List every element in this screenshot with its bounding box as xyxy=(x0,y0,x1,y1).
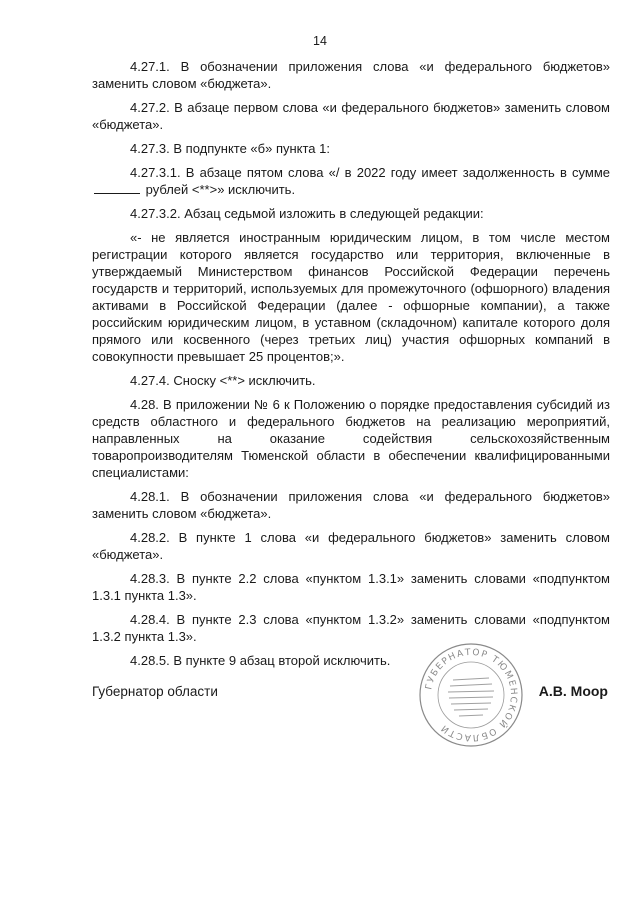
paragraph-4-27-3-1 xyxy=(92,164,610,198)
paragraph-4-28-5: 4.28.5. В пункте 9 абзац второй исключить. xyxy=(130,653,391,668)
paragraph-4-28-3: 4.28.3. В пункте 2.2 слова «пунктом 1.3.1» заменить словами «подпунктом 1.3.1 пункта 1.3». xyxy=(92,571,610,603)
signature-block xyxy=(92,683,610,703)
quoted-new-text: «- не является иностранным юридическим лицом, в том числе местом регистрации которого является государство или территория, включенные в утверждаемый Министерством финансов Российской Федерации перечень государств и территорий, используемых для промежуточного (офшорного) владения активами в Российской Федерации (далее - офшорные компании), а также российским юридическим лицом, в уставном (складочном) капитале которого доля прямого или косвенного (через третьих лиц) участия офшорных компаний в совокупности превышает 25 процентов;». xyxy=(92,230,610,364)
paragraph-4-28-4: 4.28.4. В пункте 2.3 слова «пунктом 1.3.2» заменить словами «подпунктом 1.3.2 пункта 1.3». xyxy=(92,612,610,644)
paragraph-4-28-1: 4.28.1. В обозначении приложения слова «и федерального бюджетов» заменить словом «бюджета». xyxy=(92,489,610,521)
page-number: 14 xyxy=(313,34,327,48)
signatory-title: Губернатор области xyxy=(92,684,218,699)
paragraph-4-27-3-2: 4.27.3.2. Абзац седьмой изложить в следующей редакции: xyxy=(130,206,484,221)
paragraph-4-27-3-1-end: рублей <**>» исключить. xyxy=(145,182,296,197)
signatory-name: А.В. Моор xyxy=(538,683,608,699)
blank-amount-field xyxy=(94,182,140,194)
paragraph-4-28: 4.28. В приложении № 6 к Положению о порядке предоставления субсидий из средств областного и федерального бюджетов на реализацию мероприятий, направленных на оказание содействия сельскохозяйственным товаропроизводителям Тюменской области в обеспечении квалифицированными специалистами: xyxy=(92,397,610,480)
paragraph-4-27-1: 4.27.1. В обозначении приложения слова «и федерального бюджетов» заменить словом «бюджета». xyxy=(92,59,610,91)
paragraph-4-27-4: 4.27.4. Сноску <**> исключить. xyxy=(130,373,316,388)
paragraph-4-27-3: 4.27.3. В подпункте «б» пункта 1: xyxy=(130,141,330,156)
paragraph-4-27-2: 4.27.2. В абзаце первом слова «и федерального бюджетов» заменить словом «бюджета». xyxy=(92,100,610,132)
paragraph-4-28-2: 4.28.2. В пункте 1 слова «и федерального бюджетов» заменить словом «бюджета». xyxy=(92,530,610,562)
document-body xyxy=(92,58,610,676)
seal-ring-text: ГУБЕРНАТОР ТЮМЕНСКОЙ ОБЛАСТИ xyxy=(424,647,519,743)
paragraph-4-27-3-1-start: 4.27.3.1. В абзаце пятом слова «/ в 2022 году имеет задолженность в сумме xyxy=(130,165,610,180)
